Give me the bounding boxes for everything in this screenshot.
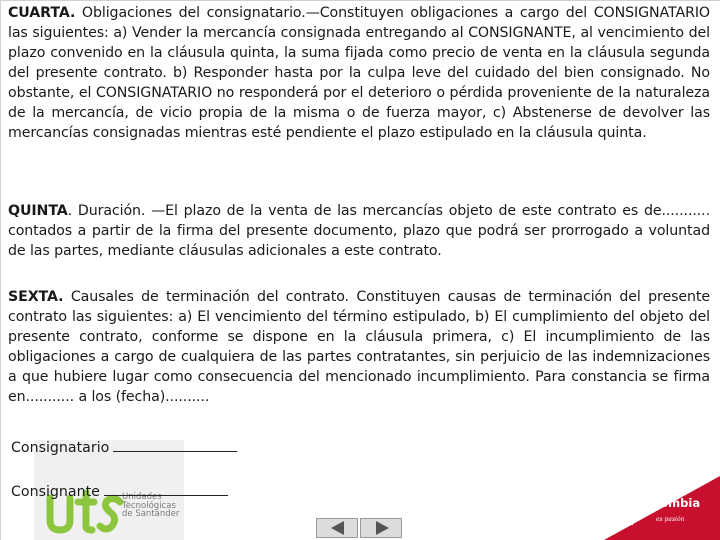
signature-consignante-label: Consignante xyxy=(11,484,100,500)
clause-quinta-body: . Duración. —El plazo de la venta de las mercancías objeto de este contrato es de........... contados a partir de la firma del presente documento, plazo que podrá ser prorrogado a voluntad de las partes, mediante cláusulas adicionales a este contrato. xyxy=(8,203,710,259)
uts-caption-line1: Unidades xyxy=(122,492,162,502)
next-slide-button[interactable] xyxy=(360,518,402,538)
clause-cuarta-body: Obligaciones del consignatario.—Constituyen obligaciones a cargo del CONSIGNATARIO las siguientes: a) Vender la mercancía consignada entregando al CONSIGNANTE, al vencimiento del plazo convenido en la cláusula quinta, la suma fijada como precio de venta en la cláusula segunda del presente contrato. b) Responder hasta por la culpa leve del cuidado del bien consignado. No obstante, el CONSIGNATARIO no responderá por el deterioro o pérdida proveniente de la naturaleza de la mercancía, de vicio propia de la misma o de fuerza mayor, c) Abstenerse de devolver las mercancías consignadas mientras esté pendiente el plazo estipulado en la cláusula quinta. xyxy=(8,5,710,141)
clause-sexta-body: Causales de terminación del contrato. Constituyen causas de terminación del presente contrato las siguientes: a) El vencimiento del término estipulado, b) El cumplimiento del objeto del presente contrato, conforme se dispone en la cláusula primera, c) El incumplimiento de las obligaciones a cargo de cualquiera de las partes contratantes, sin perjuicio de las indemnizaciones a que hubiere lugar como consecuencia del mencionado incumplimiento. Para constancia se firma en........... a los (fecha).......... xyxy=(8,289,710,405)
triangle-left-icon xyxy=(317,519,357,537)
clause-cuarta xyxy=(8,3,710,143)
signature-consignatario-label: Consignatario xyxy=(11,440,110,456)
signature-line xyxy=(113,437,237,452)
triangle-right-icon xyxy=(361,519,401,537)
signature-line xyxy=(104,481,228,496)
uts-caption-line2: Tecnológicas xyxy=(122,500,176,511)
uts-caption-line3: de Santander xyxy=(122,509,180,520)
clause-sexta-heading: SEXTA. xyxy=(8,289,64,305)
clause-sexta xyxy=(8,287,710,407)
clause-quinta-heading: QUINTA xyxy=(8,203,68,219)
colombia-brand-tagline: es pasión xyxy=(656,516,685,523)
previous-slide-button[interactable] xyxy=(316,518,358,538)
signature-consignatario xyxy=(11,437,237,458)
clause-quinta xyxy=(8,201,710,261)
signature-consignante xyxy=(11,481,228,502)
clause-cuarta-heading: CUARTA. xyxy=(8,5,76,21)
colombia-brand-name: Colombia xyxy=(640,496,701,510)
